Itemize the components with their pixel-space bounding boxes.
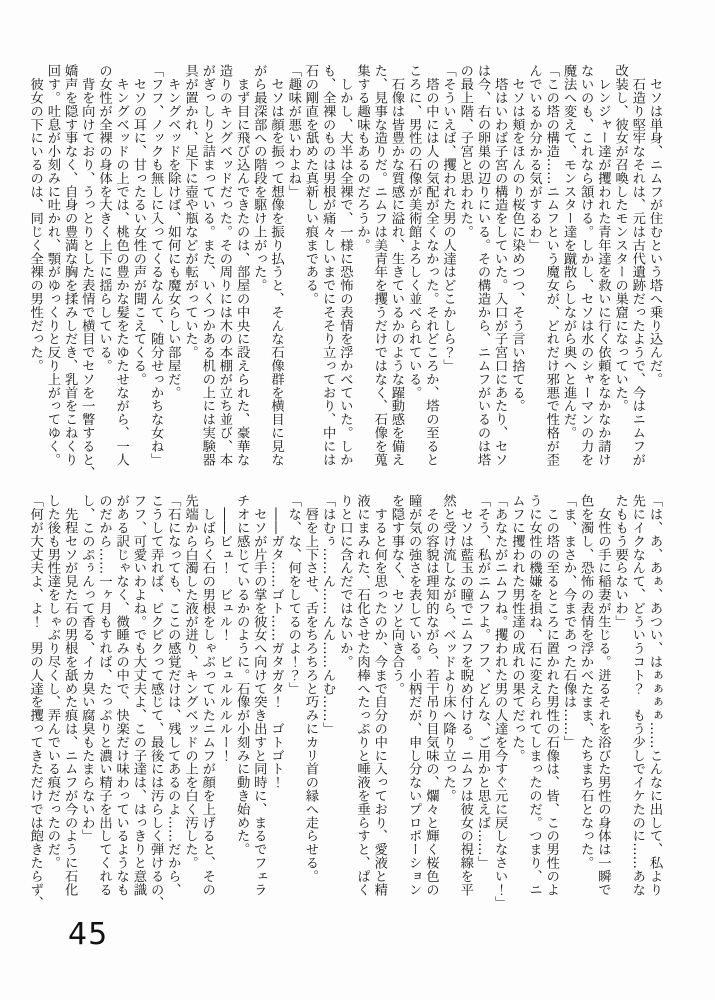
- text-line: の女性が全裸の身体を大きく上下に揺らしている。: [96, 64, 112, 373]
- text-line: 改装し、彼女が召喚したモンスターの巣窟になっていた。: [612, 64, 628, 413]
- text-line: 魔法へ変えて、モンスター達を蹴散らしながら奥へと進んだ。: [560, 64, 576, 440]
- text-line: セソが片手の掌を彼女へ向けて突き出すと同時に、まるでフェラ: [251, 494, 267, 896]
- text-line: 「ま、まさか、今まであった石像は……」: [560, 494, 576, 749]
- text-line: キングベッドの上では、桃色の豊かな髪をたゆたせながら、一人: [113, 64, 129, 466]
- text-line: こうして弄れば、ピクピクって感じて、最後には汚らしく弾けるの、: [148, 494, 164, 910]
- text-line: ころに、男性の石像が美術館よろしく並べられている。: [406, 64, 422, 399]
- text-line: がら最深部への階段を駆け上がった。: [251, 64, 267, 292]
- text-line: ないのも、これなら頷ける。しかし、セソは水のシャーマンの力を: [578, 64, 594, 466]
- text-line: 「な、な、何をしてるのよ！？」: [285, 494, 301, 695]
- text-line: 女性の手に稲妻が生じる。迸るそれを浴びた男性の身体は一瞬で: [595, 494, 611, 896]
- text-line: の最上階、子宮と思われた。: [457, 64, 473, 239]
- text-line: 「はむぅ……ん……んん……んむ……」: [320, 494, 336, 736]
- text-line: すると何を思ったのか、今まで自分の中に入っており、愛液と精: [371, 494, 387, 896]
- text-line: まず目に飛び込んできたのは、部屋の中央に設えられた、豪華な: [234, 64, 250, 466]
- text-line: ――ビュ！ ビュル！ ビュルルルルー！: [216, 494, 232, 762]
- text-line: ムフに攫われた男性達の成れの果てだった。: [509, 494, 525, 762]
- text-line: セソの耳に、甘ったるい女性の声が聞こえてくる。: [130, 64, 146, 386]
- text-line: キングベッドを除けば、如何にも魔女らしい部屋だ。: [165, 64, 181, 399]
- text-line: した後も男性達をしゃぶり尽くし、弄んでいる痕だったのだ。: [44, 494, 60, 870]
- text-line: 「そういえば、攫われた男の人達はどこかしら？」: [440, 64, 456, 373]
- text-line: 具が置かれ、足下に壺や瓶などが転がっていた。: [182, 64, 198, 359]
- text-line: 石像は皆豊かな質感に溢れ、生きているかのような躍動感を備え: [388, 64, 404, 466]
- text-line: 「趣味が悪いわよね」: [285, 64, 301, 198]
- text-line: セソは藍玉の瞳でニムフを睨め付ける。ニムフは彼女の視線を平: [457, 494, 473, 896]
- text-line: 先にイクなんて、どういうコト？ もう少しでイケたのに……あな: [629, 494, 645, 896]
- text-line: ――ガタ……ゴト……ガタガタ！ ゴトゴト！: [268, 494, 284, 789]
- text-line: 塔はいわば子宮の構造をしていた。入口が子宮口にあたり、セソ: [492, 64, 508, 466]
- text-line: チオに感じているかのように。石像が小刻みに動き始めた。: [234, 494, 250, 856]
- text-line: のだから……一ヶ月もすれば、たっぷりと濃い精子を出してくれる: [96, 494, 112, 896]
- text-line: この塔の至るところに置かれた男性の石像は、皆、この男性のよ: [543, 494, 559, 896]
- text-block-bottom: [26, 494, 663, 910]
- text-line: も、全裸のものは男根が痛々しいまでにそそり立っており、中には: [320, 64, 336, 466]
- text-line: 色を濁し、恐怖の表情を浮かべたまま、たちまち石となった。: [578, 494, 594, 870]
- text-line: 石造り堅牢なそれは、元は古代遺跡だったようで、今はニムフが: [629, 64, 645, 466]
- text-line: 先端から白濁した液が迸り、キングベッドの上を白く汚した。: [182, 494, 198, 870]
- text-line: フフ、可愛いわよね。でも大丈夫よ、この子達は、はっきりと意識: [130, 494, 146, 896]
- text-line: その容貌は理知的ながら、若干吊り目気味の、爛々と輝く桜色の: [423, 494, 439, 896]
- text-line: 彼女の下にいるのは、同じく全裸の男性だった。: [27, 64, 43, 373]
- text-line: 然と受け流しながら、ベッドより床へ降り立った。: [440, 494, 456, 803]
- text-line: 石の剛直を舐めた真新しい痕まである。: [302, 64, 318, 306]
- text-line: 塔の中には人の気配が全くなかった。それどころか、塔の至ると: [423, 64, 439, 466]
- text-line: 「何が大丈夫よ、よ！ 男の人達を攫ってきただけでは飽きたらず、: [27, 494, 43, 910]
- text-line: 「そう、私がニムフよ。フフ、どんな、ご用かと思えば……」: [474, 494, 490, 870]
- text-line: うに女性の機嫌を損ね、石に変えられてしまったのだ。つまり、ニ: [526, 494, 542, 896]
- text-line: 集する趣味もあるのだろうか。: [354, 64, 370, 252]
- page-number: 45: [68, 917, 109, 952]
- text-line: セソは頬をほんのり桜色に染めつつ、そう言い捨てる。: [509, 64, 525, 413]
- text-line: たももう要らないわ」: [612, 494, 628, 628]
- text-line: がある訳じゃなく、微睡みの中で、快楽だけ味わっているようなも: [113, 494, 129, 896]
- text-line: 瞳が気の強さを表している。小柄だが、申し分ないプロポーション: [406, 494, 422, 896]
- text-line: 唇を上下させ、舌をちろちろと巧みにカリ首の縁へ走らせる。: [302, 494, 318, 883]
- text-line: んでいるか分かる気がするわ」: [526, 64, 542, 252]
- text-line: しかし、大半は全裸で、一様に恐怖の表情を浮かべていた。しか: [337, 64, 353, 466]
- text-line: 「あなたがニムフね。攫われた男の人達を今すぐ元に戻しなさい！」: [492, 494, 508, 910]
- text-line: セソは顔を振って想像を振り払うと、そんな石像群を横目に見な: [268, 64, 284, 466]
- text-line: た、見事な造りだ。ニムフは美青年を攫うだけではなく、石像を蒐: [371, 64, 387, 466]
- text-line: を隠す事なく、セソと向き合う。: [388, 494, 404, 695]
- text-line: 「この塔の構造……ニムフという魔女が、どれだけ邪悪で性格が歪: [543, 64, 559, 466]
- text-line: 液にまみれた、石化させた肉棒へたっぷりと唾液を垂らすと、ぱく: [354, 494, 370, 896]
- text-line: がぎっしりと詰まっている。また、いくつかある机の上には実験器: [199, 64, 215, 466]
- text-line: 造りのキングベッドだった。その周りには木の本棚が立ち並び、本: [216, 64, 232, 466]
- text-line: レンジャー達が攫われた青年達を救いに行く依頼をなかなか請け: [595, 64, 611, 466]
- text-line: しばらく石の男根をしゃぶっていたニムフが顔を上げると、その: [199, 494, 215, 896]
- text-line: 「フフ、ノックも無しに入ってくるなんて、随分せっかちな女ね」: [148, 64, 164, 466]
- text-line: 回す。吐息が小刻みに吐かれ、顎がゆっくりと反り上がってゆく。: [44, 64, 60, 466]
- text-line: 「石になっても、ここの感覚だけは、残してあるのよ……だから、: [165, 494, 181, 896]
- text-line: は今、右の卵巣の辺りにいる。その構造から、ニムフがいるのは塔: [474, 64, 490, 466]
- text-line: 背を向けており、うっとりとした表情で横目でセソを一瞥すると、: [79, 64, 95, 480]
- text-block-top: [26, 64, 663, 480]
- text-line: 嬌声を隠す事なく、自身の豊満な胸を揉みしだき、乳首をこねくり: [62, 64, 78, 466]
- text-line: 先程セソが見た石の男根を舐めた痕は、ニムフが今のように石化: [62, 494, 78, 896]
- text-line: し、このぷぅんって香る、イカ臭い腐臭もたまらないわ」: [79, 494, 95, 843]
- text-line: りと口に含んだではないか。: [337, 494, 353, 669]
- text-line: セソは単身、ニムフが住むという塔へ乗り込んだ。: [647, 64, 662, 386]
- text-line: 「は、あ、あぁ、あつい、はぁぁぁぁ……こんなに出して、私より: [647, 494, 662, 896]
